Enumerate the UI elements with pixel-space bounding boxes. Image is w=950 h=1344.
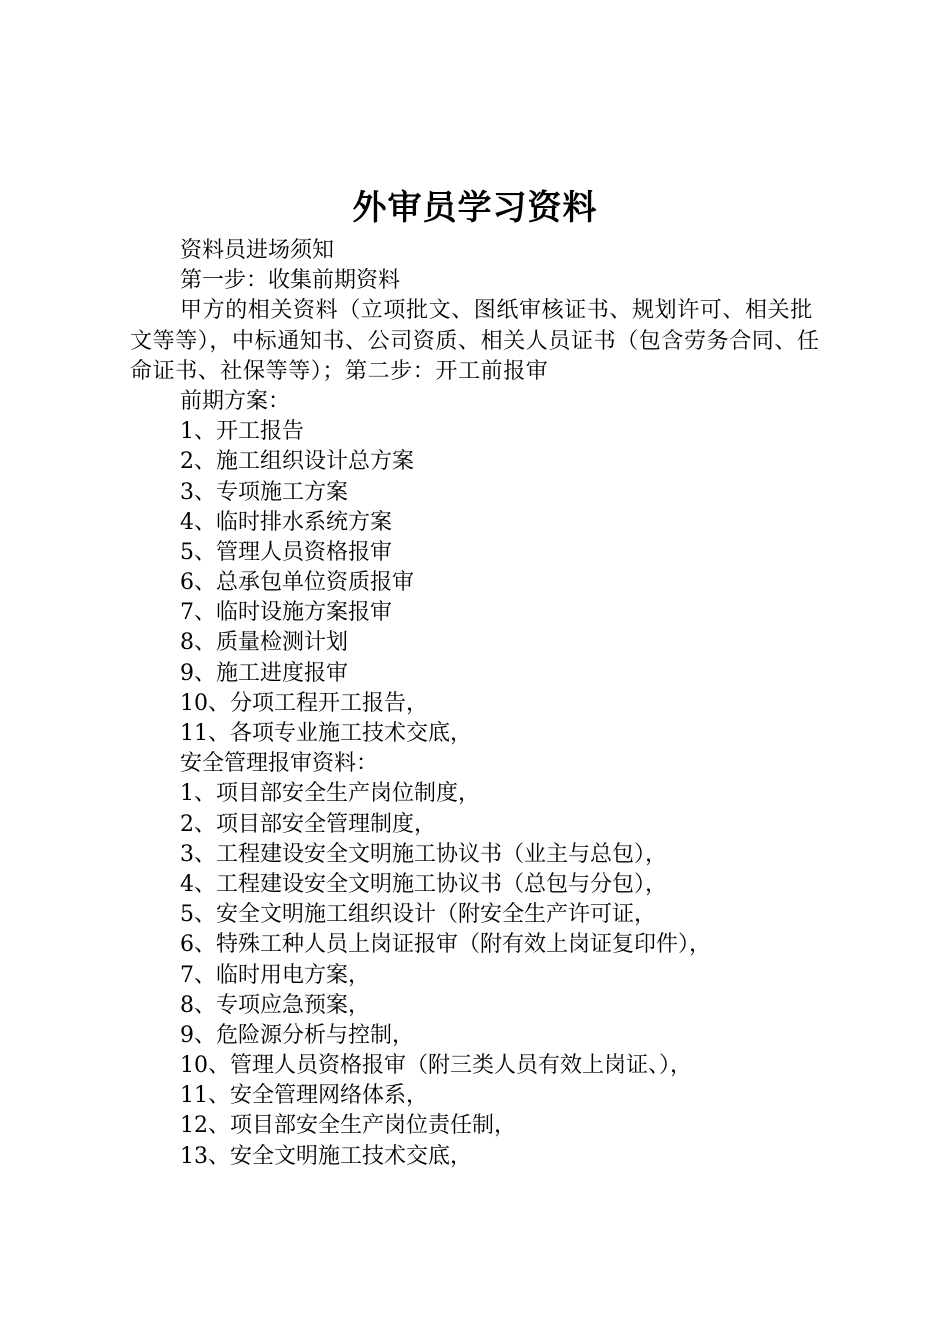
list-item: 2、施工组织设计总方案 [180, 449, 414, 475]
list-item: 4、工程建设安全文明施工协议书（总包与分包）， [180, 871, 667, 897]
list-item: 11、安全管理网络体系， [180, 1083, 428, 1109]
list-item: 7、临时用电方案， [180, 962, 370, 988]
intro-paragraph: 甲方的相关资料（立项批文、图纸审核证书、规划许可、相关批文等等），中标通知书、公司资质、相关人员证书（包含劳务合同、任命证书、社保等等）；第二步：开工前报审 [130, 298, 820, 384]
preliminary-list [130, 417, 830, 749]
preliminary-heading: 前期方案： [180, 388, 291, 414]
list-item: 6、总承包单位资质报审 [180, 570, 414, 596]
list-item: 4、临时排水系统方案 [180, 509, 392, 535]
step-one-line: 第一步：收集前期资料 [180, 268, 401, 294]
document-title: 外审员学习资料 [352, 188, 598, 228]
list-item: 3、专项施工方案 [180, 479, 348, 505]
list-item: 10、管理人员资格报审（附三类人员有效上岗证、）， [180, 1053, 692, 1079]
list-item: 6、特殊工种人员上岗证报审（附有效上岗证复印件）， [180, 932, 711, 958]
list-item: 2、项目部安全管理制度， [180, 811, 436, 837]
list-item: 8、专项应急预案， [180, 992, 370, 1018]
safety-heading: 安全管理报审资料： [180, 751, 379, 777]
list-item: 7、临时设施方案报审 [180, 600, 392, 626]
list-item: 1、开工报告 [180, 419, 304, 445]
list-item: 9、施工进度报审 [180, 660, 348, 686]
list-item: 11、各项专业施工技术交底， [180, 721, 472, 747]
intro-heading: 资料员进场须知 [180, 238, 335, 263]
safety-list [130, 779, 830, 1171]
list-item: 5、安全文明施工组织设计（附安全生产许可证， [180, 902, 656, 928]
document-body [130, 236, 830, 1172]
list-item: 9、危险源分析与控制， [180, 1022, 414, 1048]
list-item: 10、分项工程开工报告， [180, 690, 428, 716]
list-item: 3、工程建设安全文明施工协议书（业主与总包）， [180, 841, 667, 867]
list-item: 13、安全文明施工技术交底， [180, 1143, 472, 1169]
list-item: 12、项目部安全生产岗位责任制， [180, 1113, 516, 1139]
list-item: 5、管理人员资格报审 [180, 539, 392, 565]
list-item: 8、质量检测计划 [180, 630, 348, 656]
list-item: 1、项目部安全生产岗位制度， [180, 781, 480, 807]
